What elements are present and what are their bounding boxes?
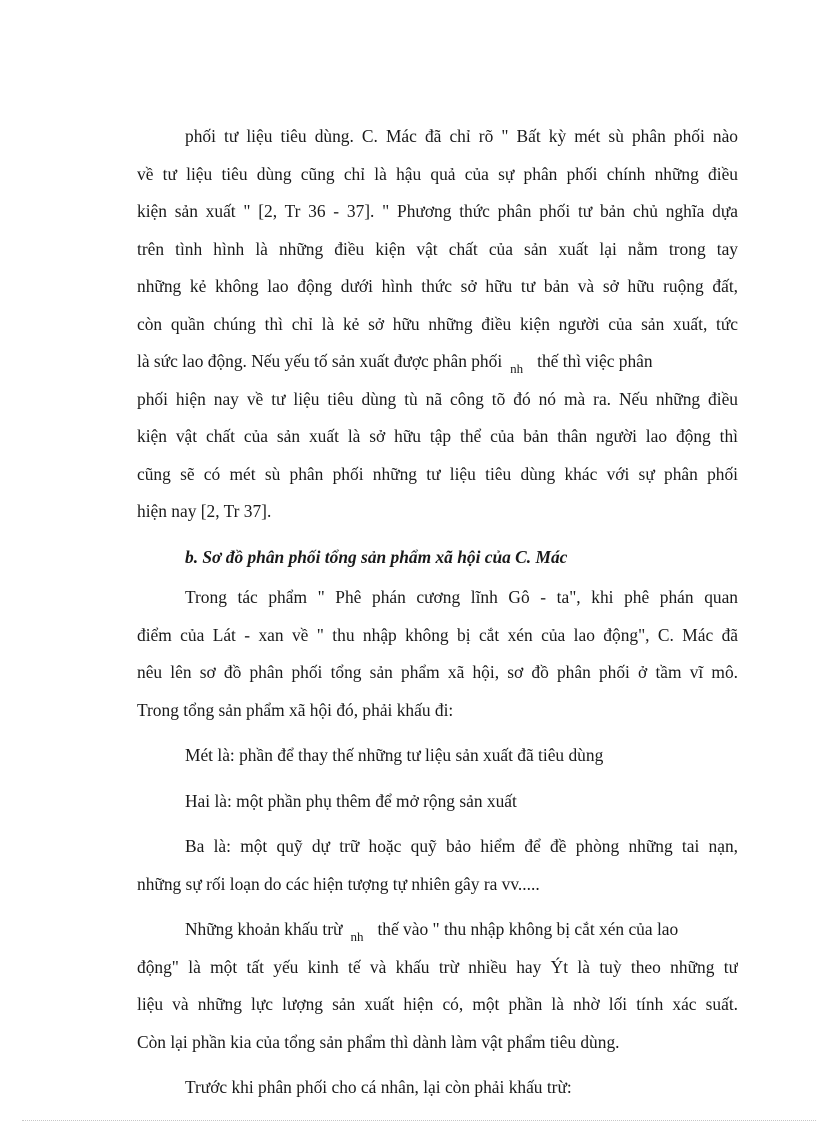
- text-line: hiện nay [2, Tr 37].: [137, 501, 272, 521]
- text-segment: là sức lao động. Nếu yếu tố sản xuất được phân phối: [137, 351, 503, 371]
- text-line: phối hiện nay về tư liệu tiêu dùng tù nã công tõ đó nó mà ra. Nếu những điều: [137, 388, 738, 409]
- text-line: về tư liệu tiêu dùng cũng chỉ là hậu quả của sự phân phối chính những điều: [137, 163, 738, 184]
- text-line: liệu và những lực lượng sản xuất hiện có, một phần là nhờ lối tính xác suất.: [137, 994, 738, 1014]
- list-item: Mét là: phần để thay thế những tư liệu sản xuất đã tiêu dùng: [185, 745, 604, 765]
- paragraph-4: Trước khi phân phối cho cá nhân, lại còn phải khấu trừ:: [185, 1077, 572, 1097]
- text-line: Ba là: một quỹ dự trữ hoặc quỹ bảo hiểm để đề phòng những tai nạn,: [185, 836, 738, 856]
- text-segment: thế thì việc phân: [537, 351, 653, 371]
- subscript-fragment: nh: [510, 361, 524, 376]
- text-line: phối tư liệu tiêu dùng. C. Mác đã chỉ rõ " Bất kỳ mét sù phân phối nào: [185, 126, 738, 146]
- text-line: cũng sẽ có mét sù phân phối những tư liệu tiêu dùng khác với sự phân phối: [137, 463, 738, 484]
- subscript-fragment: nh: [350, 929, 364, 944]
- text-line: Trong tổng sản phẩm xã hội đó, phải khấu đi:: [137, 699, 454, 720]
- text-line: [137, 911, 738, 949]
- text-line: Còn lại phần kia của tổng sản phẩm thì dành làm vật phẩm tiêu dùng.: [137, 1031, 620, 1052]
- text-line: động" là một tất yếu kinh tế và khấu trừ nhiều hay Ýt là tuỳ theo những tư: [137, 956, 738, 977]
- list-item: Hai là: một phần phụ thêm để mở rộng sản xuất: [185, 790, 517, 811]
- text-line: nêu lên sơ đồ phân phối tổng sản phẩm xã hội, sơ đồ phân phối ở tầm vĩ mô.: [137, 662, 738, 682]
- list-item: [137, 828, 738, 903]
- text-line: kiện vật chất của sản xuất là sở hữu tập thể của bản thân người lao động thì: [137, 426, 738, 446]
- text-segment: Những khoản khấu trừ: [185, 919, 343, 939]
- text-line: điểm của Lát - xan về " thu nhập không bị cắt xén của lao động", C. Mác đã: [137, 624, 738, 645]
- text-line: Trong tác phẩm " Phê phán cương lĩnh Gô - ta", khi phê phán quan: [185, 587, 738, 607]
- text-line: kiện sản xuất " [2, Tr 36 - 37]. " Phương thức phân phối tư bản chủ nghĩa dựa: [137, 201, 738, 221]
- text-line: [137, 343, 738, 381]
- paragraph-1: [137, 118, 738, 531]
- section-heading: b. Sơ đồ phân phối tổng sản phẩm xã hội của C. Mác: [185, 546, 568, 567]
- text-line: trên tình hình là những điều kiện vật chất của sản xuất lại nằm trong tay: [137, 238, 738, 259]
- page-bottom-rule: [22, 1120, 816, 1121]
- paragraph-2: [137, 579, 738, 729]
- text-segment: thế vào " thu nhập không bị cắt xén của lao: [377, 919, 679, 939]
- paragraph-3: [137, 911, 738, 1061]
- text-line: còn quần chúng thì chỉ là kẻ sở hữu những điều kiện người của sản xuất, tức: [137, 313, 738, 334]
- document-body: [137, 118, 738, 1107]
- text-line: những kẻ không lao động dưới hình thức sở hữu tư bản và sở hữu ruộng đất,: [137, 276, 738, 296]
- text-line: những sự rối loạn do các hiện tượng tự nhiên gây ra vv.....: [137, 873, 540, 894]
